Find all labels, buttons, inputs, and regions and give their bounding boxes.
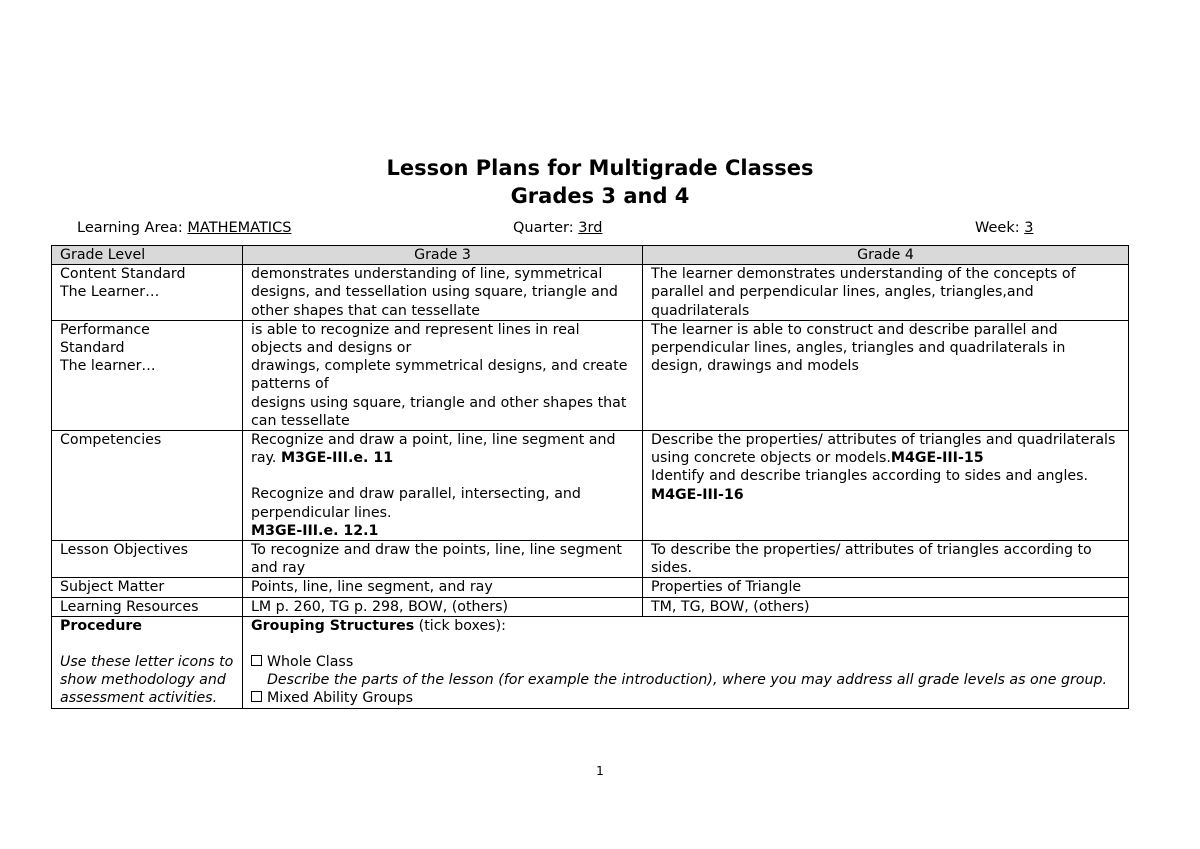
learning-resources-grade-3: LM p. 260, TG p. 298, BOW, (others)	[243, 597, 643, 616]
competency-code: M3GE-III.e. 12.1	[251, 522, 379, 539]
week-value: 3	[1024, 220, 1034, 236]
learning-area-value: MATHEMATICS	[187, 220, 292, 236]
week	[975, 220, 1033, 236]
competencies-grade-3: Recognize and draw a point, line, line segment and ray. M3GE-III.e. 11 Recognize and draw parallel, intersecting, and perpendicular lines. M3GE-III.e. 12.1	[243, 431, 643, 541]
header-grade-3: Grade 3	[243, 246, 643, 265]
page-number: 1	[596, 764, 604, 778]
competency-code: M3GE-III.e. 11	[280, 450, 394, 467]
competency-code: M4GE-III-15	[890, 450, 984, 467]
content-standard-grade-4: The learner demonstrates understanding of the concepts of parallel and perpendicular lines, angles, triangles,and quadrilaterals	[643, 265, 1129, 321]
quarter-label: Quarter:	[513, 220, 574, 236]
lesson-plan-table	[51, 245, 1129, 709]
learning-area-label: Learning Area:	[77, 220, 183, 236]
document-subtitle: Grades 3 and 4	[510, 184, 690, 208]
competencies-grade-4: Describe the properties/ attributes of triangles and quadrilaterals using concrete objects or models.M4GE-III-15 Identify and describe triangles according to sides and angles. M4GE-III-16	[643, 431, 1129, 541]
mixed-ability-option[interactable]: Mixed Ability Groups	[251, 689, 1120, 707]
lesson-objectives-grade-4: To describe the properties/ attributes of triangles according to sides.	[643, 541, 1129, 578]
header-grade-4: Grade 4	[643, 246, 1129, 265]
learning-resources-grade-4: TM, TG, BOW, (others)	[643, 597, 1129, 616]
row-label-subject-matter: Subject Matter	[52, 578, 243, 597]
table-row	[52, 265, 1129, 321]
table-row	[52, 541, 1129, 578]
whole-class-checkbox-icon[interactable]	[251, 655, 262, 666]
subject-matter-grade-3: Points, line, line segment, and ray	[243, 578, 643, 597]
table-header-row	[52, 246, 1129, 265]
table-row	[52, 616, 1129, 708]
performance-standard-grade-4: The learner is able to construct and describe parallel and perpendicular lines, angles, triangles and quadrilaterals in design, drawings and models	[643, 320, 1129, 430]
table-row	[52, 431, 1129, 541]
row-label-learning-resources: Learning Resources	[52, 597, 243, 616]
row-label-performance-standard: Performance Standard The learner…	[52, 320, 243, 430]
table-row	[52, 320, 1129, 430]
row-label-content-standard: Content Standard The Learner…	[52, 265, 243, 321]
quarter-value: 3rd	[578, 220, 603, 236]
quarter	[513, 220, 602, 236]
row-label-procedure: Procedure Use these letter icons to show methodology and assessment activities.	[52, 616, 243, 708]
competency-code: M4GE-III-16	[651, 486, 744, 503]
document-title: Lesson Plans for Multigrade Classes	[386, 156, 814, 180]
whole-class-option[interactable]: Whole Class	[251, 653, 1120, 671]
learning-area	[77, 220, 291, 236]
lesson-objectives-grade-3: To recognize and draw the points, line, line segment and ray	[243, 541, 643, 578]
header-grade-level: Grade Level	[52, 246, 243, 265]
mixed-ability-checkbox-icon[interactable]	[251, 691, 262, 702]
content-standard-grade-3: demonstrates understanding of line, symmetrical designs, and tessellation using square, triangle and other shapes that can tessellate	[243, 265, 643, 321]
table-row	[52, 578, 1129, 597]
whole-class-description: Describe the parts of the lesson (for example the introduction), where you may address all grade levels as one group.	[267, 672, 1107, 689]
procedure-content: Grouping Structures (tick boxes): Whole Class Describe the parts of the lesson (for example the introduction), where you may address all grade levels as one group. Mixed Ability Groups	[243, 616, 1129, 708]
week-label: Week:	[975, 220, 1020, 236]
row-label-competencies: Competencies	[52, 431, 243, 541]
grouping-structures-label: Grouping Structures	[251, 617, 415, 634]
subject-matter-grade-4: Properties of Triangle	[643, 578, 1129, 597]
table-row	[52, 597, 1129, 616]
performance-standard-grade-3: is able to recognize and represent lines in real objects and designs or drawings, complete symmetrical designs, and create patterns of designs using square, triangle and other shapes that can tessellate	[243, 320, 643, 430]
procedure-note: Use these letter icons to show methodology and assessment activities.	[60, 654, 234, 707]
row-label-lesson-objectives: Lesson Objectives	[52, 541, 243, 578]
